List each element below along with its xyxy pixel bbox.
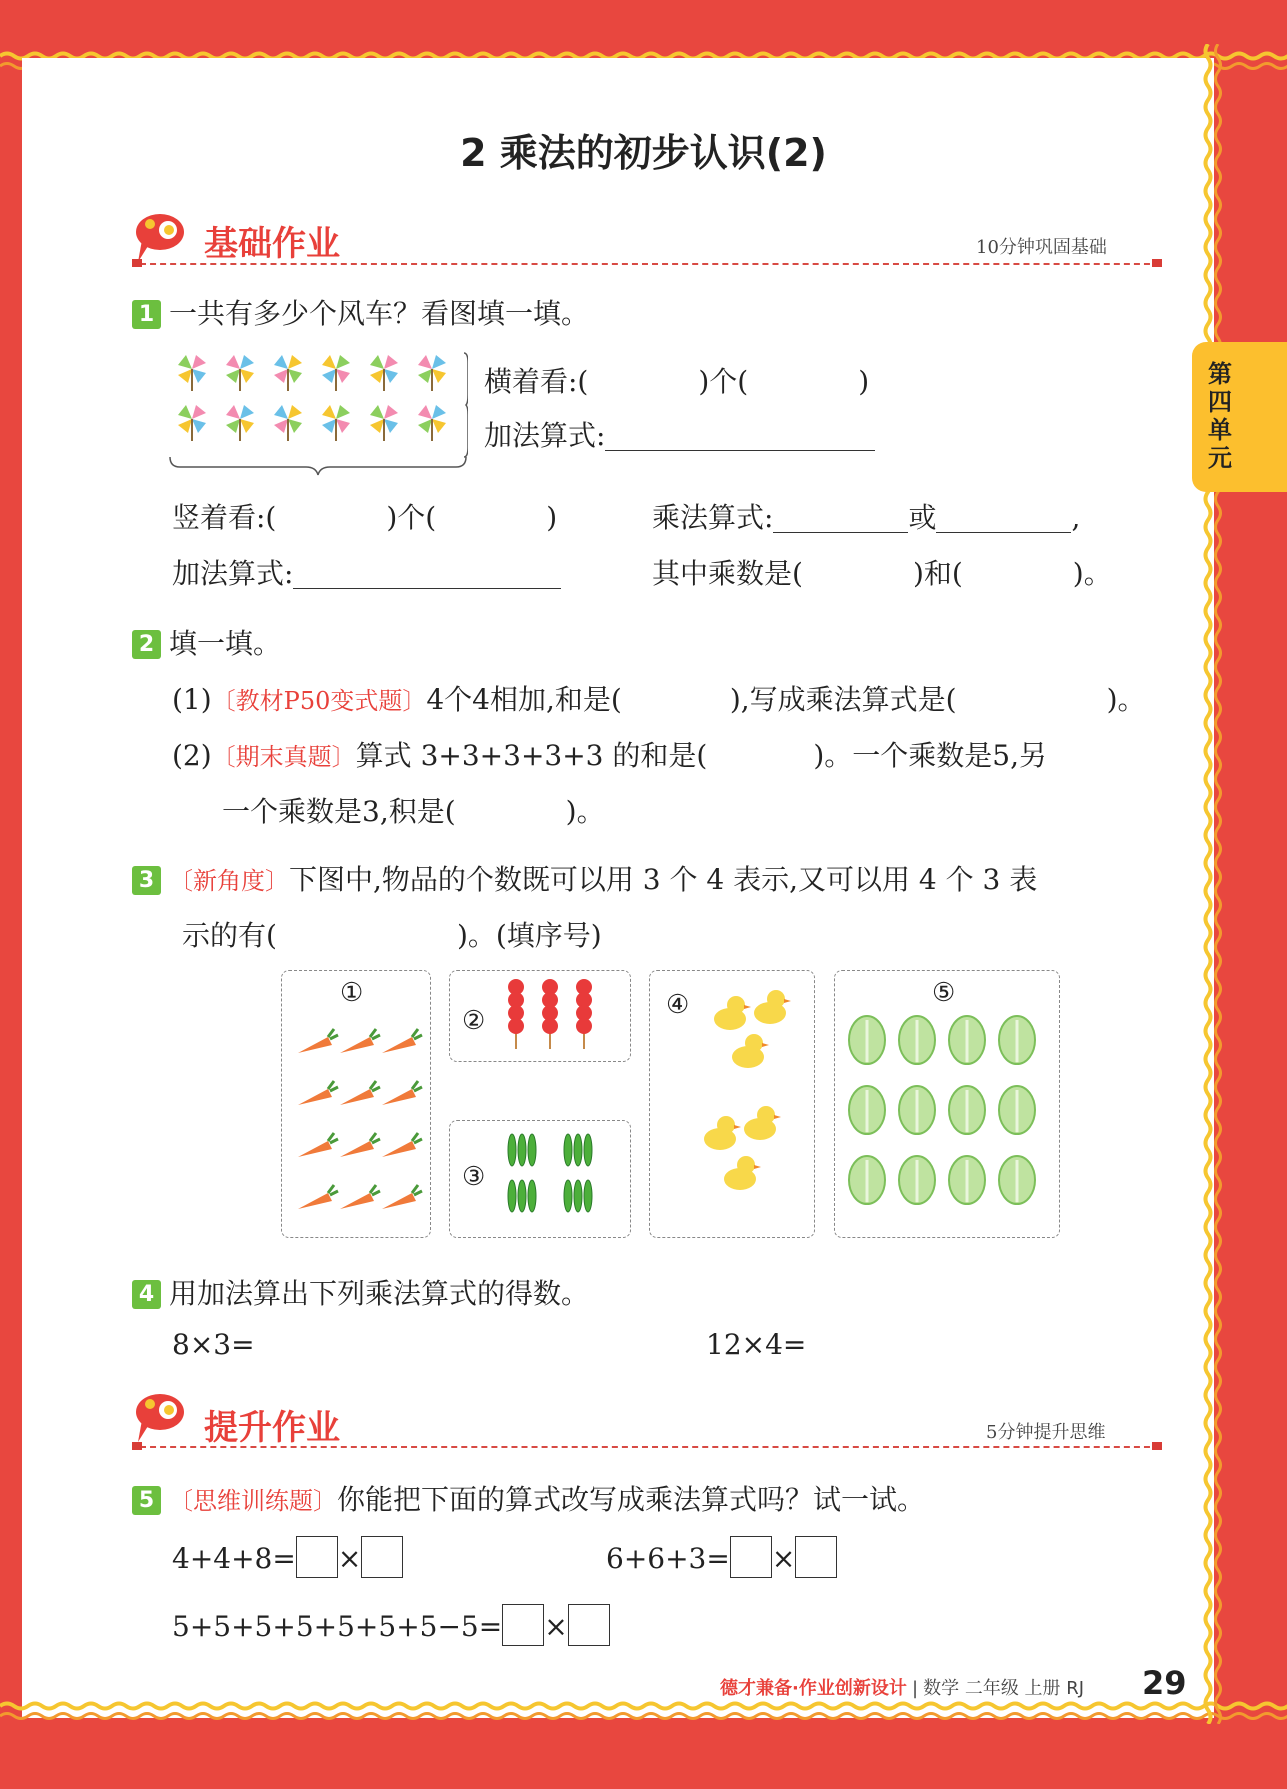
- candied-haw-icon: [542, 979, 558, 1049]
- question-prompt: 填一填。: [169, 627, 282, 660]
- label: )个(: [386, 501, 437, 534]
- panel-label: ④: [666, 990, 690, 1020]
- label: )。: [1072, 557, 1112, 590]
- q5-expression-1: [172, 1536, 403, 1578]
- question-prompt: 用加法算出下列乘法算式的得数。: [169, 1277, 590, 1310]
- q4-expression-2: 12×4=: [706, 1328, 807, 1361]
- carrot-icon: [340, 1029, 380, 1053]
- grouping-brace: [464, 353, 468, 457]
- question-number: 1: [132, 300, 161, 329]
- answer-box[interactable]: [568, 1604, 610, 1646]
- label: 或: [908, 501, 937, 534]
- footer-brand: 德才兼备·作业创新设计: [720, 1678, 907, 1699]
- q5-expression-2: [606, 1536, 837, 1578]
- duckling-icon: [704, 1116, 741, 1150]
- answer-blank[interactable]: [773, 502, 908, 533]
- divider-endcap: [132, 1442, 142, 1450]
- answer-box[interactable]: [730, 1536, 772, 1578]
- q1-addition-line-2: [172, 552, 561, 592]
- label: )。: [1106, 683, 1146, 716]
- cabbage-icon: [949, 1086, 985, 1134]
- label: 一个乘数是3,积是(: [222, 795, 456, 828]
- question-1: [132, 292, 589, 332]
- panel-label: ②: [462, 1006, 486, 1036]
- answer-box[interactable]: [296, 1536, 338, 1578]
- q5-expression-3: [172, 1604, 610, 1646]
- label: ×: [771, 1542, 796, 1575]
- section-divider: [140, 263, 1160, 265]
- pinwheel-icon: [322, 405, 350, 441]
- pinwheel-icon: [418, 405, 446, 441]
- label: )个(: [698, 365, 749, 398]
- duckling-icon: [732, 1034, 769, 1068]
- candied-haws-image: [498, 975, 608, 1055]
- carrot-icon: [382, 1185, 422, 1209]
- pinwheel-icon: [370, 355, 398, 391]
- answer-box[interactable]: [361, 1536, 403, 1578]
- question-prompt: 下图中,物品的个数既可以用 3 个 4 表示,又可以用 4 个 3 表: [289, 863, 1038, 896]
- label: (1): [172, 683, 212, 716]
- question-number: 2: [132, 630, 161, 659]
- bean-pod-icon: [508, 1180, 536, 1212]
- section-mascot-icon: [132, 210, 192, 266]
- duckling-icon: [744, 1106, 781, 1140]
- cabbage-icon: [999, 1016, 1035, 1064]
- label: 加法算式:: [484, 419, 606, 452]
- grouping-brace: [170, 457, 466, 475]
- carrot-icon: [382, 1081, 422, 1105]
- pinwheel-icon: [418, 355, 446, 391]
- question-4: [132, 1272, 589, 1312]
- duckling-icon: [754, 990, 791, 1024]
- answer-box[interactable]: [502, 1604, 544, 1646]
- divider-endcap: [1152, 1442, 1162, 1450]
- cabbage-icon: [899, 1016, 935, 1064]
- label: 6+6+3=: [606, 1542, 730, 1575]
- panel-label: ①: [340, 978, 364, 1008]
- duckling-icon: [714, 996, 751, 1030]
- label: ×: [544, 1610, 568, 1643]
- label: 其中乘数是(: [652, 557, 803, 590]
- page-number: 29: [1142, 1664, 1187, 1702]
- carrot-icon: [382, 1133, 422, 1157]
- q4-expression-1: 8×3=: [172, 1328, 255, 1361]
- q1-horizontal-line: [484, 360, 869, 400]
- carrot-icon: [382, 1029, 422, 1053]
- footer-separator: |: [911, 1678, 919, 1699]
- question-number: 4: [132, 1280, 161, 1309]
- source-tag: 〔思维训练题〕: [169, 1487, 337, 1515]
- bean-pod-icon: [564, 1134, 592, 1166]
- cabbage-icon: [849, 1086, 885, 1134]
- decorative-border-bottom: [0, 1694, 1287, 1728]
- question-5: [132, 1478, 925, 1518]
- carrot-group-image: [290, 1015, 425, 1230]
- question-prompt: 一共有多少个风车？看图填一填。: [169, 297, 590, 330]
- cabbage-icon: [899, 1086, 935, 1134]
- pinwheel-icon: [274, 405, 302, 441]
- label: 横着看:(: [484, 365, 589, 398]
- source-tag: 〔教材P50变式题〕: [211, 687, 427, 715]
- label: 竖着看:(: [172, 501, 277, 534]
- carrot-icon: [298, 1185, 338, 1209]
- question-number: 5: [132, 1486, 161, 1515]
- panel-label: ⑤: [932, 978, 956, 1008]
- q1-vertical-line: [172, 496, 557, 536]
- pinwheel-icon: [226, 355, 254, 391]
- cabbage-icon: [999, 1156, 1035, 1204]
- pinwheel-icon: [226, 405, 254, 441]
- ducklings-image: [700, 985, 800, 1225]
- section-note-advanced: 5分钟提升思维: [986, 1422, 1106, 1443]
- cabbage-icon: [899, 1156, 935, 1204]
- divider-endcap: [1152, 259, 1162, 267]
- pinwheel-icon: [178, 355, 206, 391]
- carrot-icon: [298, 1133, 338, 1157]
- label: 算式 3+3+3+3+3 的和是(: [355, 739, 708, 772]
- answer-blank[interactable]: [605, 420, 875, 451]
- label: )和(: [912, 557, 963, 590]
- cabbage-group-image: [845, 1012, 1050, 1227]
- cabbage-icon: [849, 1016, 885, 1064]
- pinwheel-grid-image: [168, 345, 468, 477]
- footer-info: 数学 二年级 上册 RJ: [923, 1678, 1085, 1699]
- source-tag: 〔新角度〕: [169, 867, 289, 895]
- label: 乘法算式:: [652, 501, 774, 534]
- section-mascot-icon: [132, 1390, 192, 1446]
- page-title: 2 乘法的初步认识(2): [460, 131, 827, 175]
- carrot-icon: [340, 1185, 380, 1209]
- pinwheel-icon: [274, 355, 302, 391]
- label: ),写成乘法算式是(: [729, 683, 957, 716]
- label: 5+5+5+5+5+5+5−5=: [172, 1610, 503, 1643]
- q1-addition-line-1: [484, 414, 875, 454]
- label: ×: [337, 1542, 362, 1575]
- bean-pod-icon: [564, 1180, 592, 1212]
- label: 示的有(: [182, 919, 277, 952]
- answer-blank[interactable]: [936, 502, 1071, 533]
- label: 4个4相加,和是(: [426, 683, 622, 716]
- pinwheel-icon: [370, 405, 398, 441]
- label: 4+4+8=: [172, 1542, 296, 1575]
- section-title-basic: 基础作业: [204, 224, 340, 264]
- carrot-icon: [340, 1133, 380, 1157]
- cabbage-icon: [999, 1086, 1035, 1134]
- label: ): [546, 501, 558, 534]
- answer-blank[interactable]: [293, 558, 561, 589]
- carrot-icon: [298, 1081, 338, 1105]
- bean-pods-image: [500, 1130, 620, 1230]
- question-3-continued: [182, 914, 602, 954]
- answer-box[interactable]: [795, 1536, 837, 1578]
- decorative-border-right: [1196, 44, 1230, 1724]
- carrot-icon: [298, 1029, 338, 1053]
- label: )。一个乘数是5,另: [813, 739, 1047, 772]
- panel-label: ③: [462, 1162, 486, 1192]
- label: ): [858, 365, 870, 398]
- duckling-icon: [724, 1156, 761, 1190]
- footer: [720, 1674, 1084, 1700]
- section-note-basic: 10分钟巩固基础: [976, 237, 1107, 258]
- unit-side-tab-label: 第四单元: [1208, 360, 1232, 472]
- question-number: 3: [132, 866, 161, 895]
- q1-multiplication-line: [652, 496, 1080, 536]
- question-prompt: 你能把下面的算式改写成乘法算式吗？试一试。: [337, 1483, 926, 1516]
- q2-part-2: [172, 734, 1047, 774]
- section-divider: [140, 1446, 1160, 1448]
- label: 加法算式:: [172, 557, 294, 590]
- label: )。: [565, 795, 605, 828]
- section-title-advanced: 提升作业: [204, 1408, 340, 1448]
- q2-part-1: [172, 678, 1146, 718]
- question-2: [132, 622, 281, 662]
- carrot-icon: [340, 1081, 380, 1105]
- pinwheel-icon: [322, 355, 350, 391]
- divider-endcap: [132, 259, 142, 267]
- question-3: [132, 858, 1037, 898]
- q1-factors-line: [652, 552, 1112, 592]
- cabbage-icon: [949, 1156, 985, 1204]
- label: ,: [1071, 501, 1081, 534]
- pinwheel-icon: [178, 405, 206, 441]
- label: )。(填序号): [456, 919, 602, 952]
- q2-part-2-continued: [222, 790, 605, 830]
- label: (2): [172, 739, 212, 772]
- candied-haw-icon: [508, 979, 524, 1049]
- cabbage-icon: [949, 1016, 985, 1064]
- source-tag: 〔期末真题〕: [211, 743, 356, 771]
- bean-pod-icon: [508, 1134, 536, 1166]
- candied-haw-icon: [576, 979, 592, 1049]
- cabbage-icon: [849, 1156, 885, 1204]
